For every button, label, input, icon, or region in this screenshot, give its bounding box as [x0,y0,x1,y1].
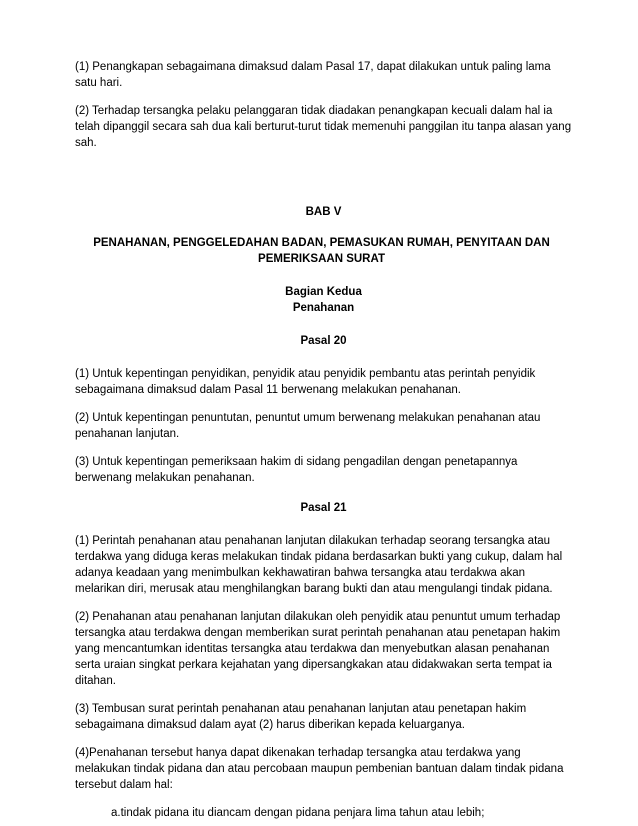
pasal-20-paragraph-1: (1) Untuk kepentingan penyidikan, penyidik atau penyidik pembantu atas perintah penyidik sebagaimana dimaksud dalam Pasal 11 berwenang melakukan penahanan. [75,368,536,396]
pasal-21-paragraph-3: (3) Tembusan surat perintah penahanan atau penahanan lanjutan atau penetapan hakim sebagaimana dimaksud dalam ayat (2) harus diberikan kepada keluarganya. [75,703,527,731]
pasal-21-paragraph-2: (2) Penahanan atau penahanan lanjutan dilakukan oleh penyidik atau penuntut umum terhadap tersangka atau terdakwa dengan memberikan surat perintah penahanan atau penetapan hakim yang mencantumkan identitas tersangka atau terdakwa dan menyebutkan alasan penahanan serta uraian singkat perkara kejahatan yang dipersangkakan atau didakwakan serta tempat ia ditahan. [75,611,561,687]
pasal-20-heading: Pasal 20 [300,335,347,347]
chapter-number: BAB V [305,206,342,218]
chapter-title: PENAHANAN, PENGGELEDAHAN BADAN, PEMASUKAN RUMAH, PENYITAAN DAN PEMERIKSAAN SURAT [93,237,550,265]
pasal-21-paragraph-4: (4)Penahanan tersebut hanya dapat dikenakan terhadap tersangka atau terdakwa yang melakukan tindak pidana dan atau percobaan maupun pembenian bantuan dalam tindak pidana tersebut dalam hal: [75,747,564,791]
pasal-21-heading: Pasal 21 [300,502,347,514]
pasal-21-item-a: a.tindak pidana itu diancam dengan pidana penjara lima tahun atau lebih; [111,807,485,819]
pasal-20-paragraph-3: (3) Untuk kepentingan pemeriksaan hakim di sidang pengadilan dengan penetapannya berwenang melakukan penahanan. [75,456,518,484]
pasal-20-paragraph-2: (2) Untuk kepentingan penuntutan, penuntut umum berwenang melakukan penahanan atau penahanan lanjutan. [75,412,541,440]
paragraph-penangkapan-1: (1) Penangkapan sebagaimana dimaksud dalam Pasal 17, dapat dilakukan untuk paling lama satu hari. [75,61,551,89]
pasal-21-paragraph-1: (1) Perintah penahanan atau penahanan lanjutan dilakukan terhadap seorang tersangka atau terdakwa yang diduga keras melakukan tindak pidana berdasarkan bukti yang cukup, dalam hal adanya keadaan yang menimbulkan kekhawatiran bahwa tersangka atau terdakwa akan melarikan diri, merusak atau menghilangkan barang bukti dan atau mengulangi tindak pidana. [75,535,563,595]
paragraph-penangkapan-2: (2) Terhadap tersangka pelaku pelanggaran tidak diadakan penangkapan kecuali dalam hal ia telah dipanggil secara sah dua kali berturut-turut tidak memenuhi panggilan itu tanpa alasan yang sah. [75,105,572,149]
part-number: Bagian Kedua [285,286,362,298]
part-title: Penahanan [292,302,355,314]
